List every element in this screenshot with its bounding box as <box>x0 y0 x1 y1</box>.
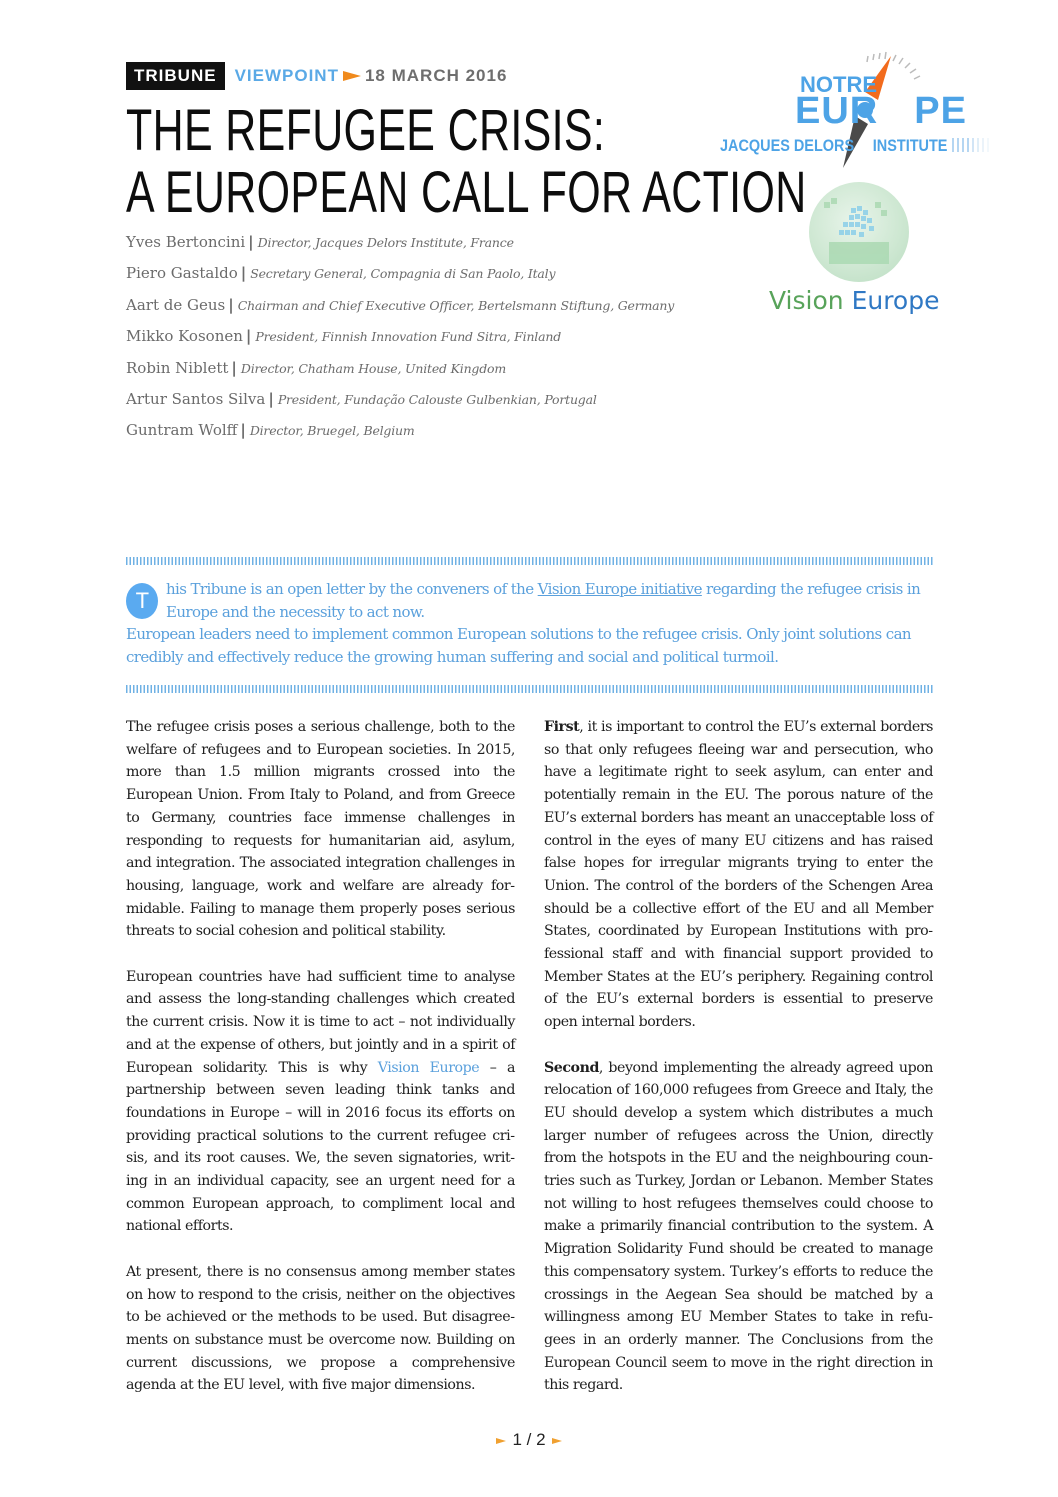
logo-text-vision: Vision <box>769 286 844 315</box>
paragraph-text: European countries have had sufficient time to analyse and assess the long-standing challenges which created the current crisis. Now it is time to act – not individually and at the expense of others, but jointly and in a spirit of European solidarity. This is why <box>126 968 515 1076</box>
author-list <box>126 232 674 452</box>
intro-paragraph-2: European leaders need to implement common European solutions to the refugee crisis. Only joint solutions can credibly and effectively reduce the growing human suffering and social and political turmoil. <box>126 625 911 666</box>
body-paragraph: The refugee crisis poses a serious challenge, both to the welfare of refugees and to European societies. In 2015, more than 1.5 million migrants crossed into the European Union. From Italy to Poland, and from Greece to Germany, countries face immense challenges in responding to requests for humanitarian aid, asylum, and integration. The associated integration challenges in housing, language, work and welfare are already formidable. Failing to manage them properly poses serious threats to social cohesion and political stability. <box>126 719 515 940</box>
logo-text-pe: PE <box>914 90 967 132</box>
author-role: Director, Chatham House, United Kingdom <box>240 360 507 376</box>
author-item <box>126 358 674 389</box>
author-role: Secretary General, Compagnia di San Paolo, Italy <box>250 266 556 282</box>
separator: | <box>228 295 234 314</box>
body-paragraph <box>544 1057 933 1398</box>
logo-text-notre: NOTRE <box>800 72 877 97</box>
separator: | <box>245 327 252 346</box>
page-indicator <box>0 1430 1058 1450</box>
body-column-right <box>544 716 933 1420</box>
author-role: President, Fundação Calouste Gulbenkian, Portugal <box>277 391 597 407</box>
vision-europe-wordmark <box>769 286 939 315</box>
document-header-tag <box>126 62 507 90</box>
author-role: Director, Jacques Delors Institute, France <box>257 235 514 250</box>
paragraph-text: – a partnership between seven leading think tanks and foundations in Europe – will in 2016 focus its efforts on providing practical solutions to the current refugee crisis, and its root causes. We, the seven signatories, writing in an individual capacity, see an urgent need for a common European approach, to compliment local and national efforts. <box>126 1059 515 1235</box>
author-name: Aart de Geus <box>126 295 226 314</box>
body-paragraph <box>544 716 933 1034</box>
intro-text: regarding the refugee crisis in Europe and the necessity to act now. <box>166 580 921 621</box>
author-name: Robin Niblett <box>126 358 229 377</box>
author-name: Artur Santos Silva <box>126 389 266 408</box>
logo-text-jacques-delors: JACQUES DELORS <box>720 136 855 155</box>
paragraph-lead: Second <box>544 1059 599 1076</box>
paragraph-text: , beyond implementing the already agreed upon relocation of 160,000 refugees from Greece and Italy, the EU should develop a system which distributes a much larger number of refugees across the Union, directly from the hotspots in the EU and the neighbouring countries such as Turkey, Jordan or Lebanon. Member States not willing to host refugees themselves could choose to make a primarily financial contribution to the system. A Migration Solidarity Fund should be created to manage this compensatory system. Turkey’s efforts to reduce the crossings in the Aegean Sea should be matched by a willingness among EU Member States to take in refugees in an orderly manner. The Conclusions from the European Council seem to move in the right direction in this regard. <box>544 1059 933 1394</box>
body-paragraph: At present, there is no consensus among member states on how to respond to the crisis, neither on the objectives to be achieved or the methods to be used. But disagreements on substance must be overcome now. Building on current discussions, we propose a comprehensive agenda at the EU level, with five major dimensions. <box>126 1263 515 1394</box>
author-name: Guntram Wolff <box>126 421 238 440</box>
publication-date: 18 MARCH 2016 <box>364 66 508 85</box>
vision-europe-logo <box>765 178 955 328</box>
separator: | <box>240 421 246 440</box>
separator: | <box>248 233 254 251</box>
author-name: Mikko Kosonen <box>126 327 243 346</box>
logo-text-institute <box>720 136 947 156</box>
author-item <box>126 232 674 263</box>
separator: | <box>240 264 247 283</box>
page-title <box>126 100 807 224</box>
author-role: Director, Bruegel, Belgium <box>249 423 415 439</box>
title-line-2: A EUROPEAN CALL FOR ACTION <box>126 160 807 225</box>
vision-europe-initiative-link[interactable]: Vision Europe initiative <box>537 580 702 598</box>
category-label: VIEWPOINT <box>234 66 339 85</box>
author-role: President, Finnish Innovation Fund Sitra, Finland <box>255 329 561 345</box>
author-role: Chairman and Chief Executive Officer, Bertelsmann Stiftung, Germany <box>237 297 675 313</box>
series-label: TRIBUNE <box>126 62 225 90</box>
author-item <box>126 263 674 294</box>
intro-text: his Tribune is an open letter by the conveners of the <box>166 580 538 598</box>
paragraph-lead: First <box>544 719 580 735</box>
arrow-right-icon <box>496 1438 506 1444</box>
intro-summary <box>126 578 934 668</box>
arrow-right-icon <box>343 71 361 81</box>
author-item <box>126 420 674 451</box>
dropcap-badge: T <box>126 583 158 619</box>
arrow-right-icon <box>552 1438 562 1444</box>
title-line-1: THE REFUGEE CRISIS: <box>126 98 606 163</box>
separator: | <box>268 389 274 408</box>
page-number: 1 / 2 <box>512 1430 546 1449</box>
logo-text-institute-word: INSTITUTE <box>872 136 948 155</box>
author-item <box>126 326 674 357</box>
globe-icon <box>809 182 909 282</box>
author-name: Piero Gastaldo <box>126 264 238 283</box>
logo-text-europe-word: Europe <box>851 286 940 315</box>
notre-europe-logo <box>715 50 1005 175</box>
logo-text-europe <box>795 90 967 133</box>
separator: | <box>231 358 237 377</box>
divider-stripe-top <box>126 557 934 565</box>
author-name: Yves Bertoncini <box>126 233 246 251</box>
intro-paragraph-1 <box>126 578 934 623</box>
body-paragraph <box>126 966 515 1238</box>
vision-europe-link[interactable]: Vision Europe <box>377 1059 480 1076</box>
divider-stripe-bottom <box>126 685 934 693</box>
paragraph-text: , it is important to control the EU’s external borders so that only refugees fleeing war and persecution, who have a legitimate right to seek asylum, can enter and potentially remain in the EU. The porous nature of the EU’s external borders has meant an unacceptable loss of control in the eyes of many EU citizens and has raised false hopes for irregular migrants trying to enter the Union. The control of the borders of the Schengen Area should be a collective effort of the EU and all Member States, coordinated by European Institutions with professional staff and with financial support provided to Member States at the EU’s periphery. Regaining control of the EU’s external borders is essential to preserve open internal borders. <box>544 719 933 1031</box>
author-item <box>126 295 674 326</box>
logo-text-eur: EUR <box>795 90 879 132</box>
body-column-left <box>126 716 515 1420</box>
author-item <box>126 389 674 420</box>
